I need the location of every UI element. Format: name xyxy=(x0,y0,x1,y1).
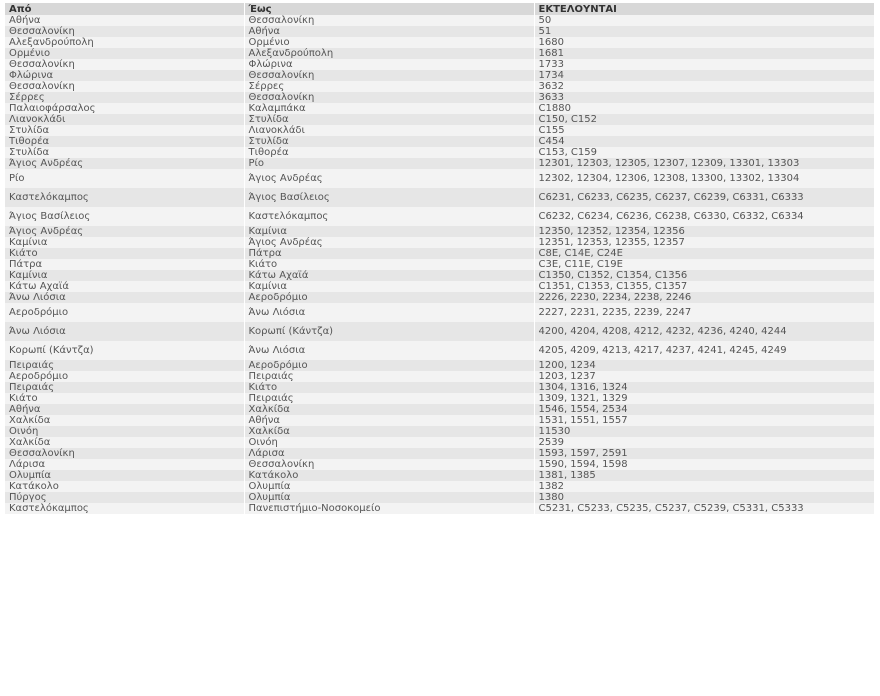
cell-from: Κάτω Αχαϊά xyxy=(5,281,244,292)
table-row xyxy=(5,437,874,448)
cell-trains: C1351, C1353, C1355, C1357 xyxy=(534,281,874,292)
cell-to: Άγιος Βασίλειος xyxy=(244,188,534,207)
cell-to: Πάτρα xyxy=(244,248,534,259)
table-row xyxy=(5,147,874,158)
table-row xyxy=(5,237,874,248)
table-row xyxy=(5,169,874,188)
cell-from: Ρίο xyxy=(5,169,244,188)
cell-to: Κάτω Αχαϊά xyxy=(244,270,534,281)
cell-from: Λάρισα xyxy=(5,459,244,470)
table-row xyxy=(5,15,874,26)
cell-to: Καλαμπάκα xyxy=(244,103,534,114)
cell-from: Παλαιοφάρσαλος xyxy=(5,103,244,114)
cell-from: Θεσσαλονίκη xyxy=(5,59,244,70)
cell-trains: 1531, 1551, 1557 xyxy=(534,415,874,426)
cell-from: Καστελόκαμπος xyxy=(5,503,244,514)
table-row xyxy=(5,415,874,426)
cell-trains: C6232, C6234, C6236, C6238, C6330, C6332, C6334 xyxy=(534,207,874,226)
cell-trains: 3633 xyxy=(534,92,874,103)
table-row xyxy=(5,503,874,514)
cell-from: Αλεξανδρούπολη xyxy=(5,37,244,48)
cell-to: Οινόη xyxy=(244,437,534,448)
cell-from: Στυλίδα xyxy=(5,147,244,158)
table-row xyxy=(5,125,874,136)
table-row xyxy=(5,371,874,382)
cell-to: Στυλίδα xyxy=(244,136,534,147)
cell-from: Κιάτο xyxy=(5,248,244,259)
table-row xyxy=(5,48,874,59)
cell-trains: 1309, 1321, 1329 xyxy=(534,393,874,404)
cell-to: Λάρισα xyxy=(244,448,534,459)
cell-to: Αθήνα xyxy=(244,26,534,37)
cell-to: Πειραιάς xyxy=(244,371,534,382)
cell-trains: 4200, 4204, 4208, 4212, 4232, 4236, 4240, 4244 xyxy=(534,322,874,341)
table-row xyxy=(5,448,874,459)
cell-trains: 2226, 2230, 2234, 2238, 2246 xyxy=(534,292,874,303)
cell-trains: 1382 xyxy=(534,481,874,492)
cell-to: Καστελόκαμπος xyxy=(244,207,534,226)
table-row xyxy=(5,292,874,303)
cell-from: Καστελόκαμπος xyxy=(5,188,244,207)
cell-to: Άνω Λιόσια xyxy=(244,303,534,322)
cell-from: Θεσσαλονίκη xyxy=(5,26,244,37)
cell-from: Αεροδρόμιο xyxy=(5,371,244,382)
table-row xyxy=(5,341,874,360)
cell-to: Κατάκολο xyxy=(244,470,534,481)
table-row xyxy=(5,26,874,37)
cell-to: Ρίο xyxy=(244,158,534,169)
table-row xyxy=(5,226,874,237)
cell-to: Χαλκίδα xyxy=(244,426,534,437)
cell-trains: 12302, 12304, 12306, 12308, 13300, 13302, 13304 xyxy=(534,169,874,188)
cell-from: Λιανοκλάδι xyxy=(5,114,244,125)
cell-to: Τιθορέα xyxy=(244,147,534,158)
table-header-row xyxy=(5,3,874,15)
table-row xyxy=(5,248,874,259)
table-row xyxy=(5,188,874,207)
cell-trains: 1733 xyxy=(534,59,874,70)
cell-trains: 1590, 1594, 1598 xyxy=(534,459,874,470)
cell-trains: 1380 xyxy=(534,492,874,503)
cell-trains: 1381, 1385 xyxy=(534,470,874,481)
cell-to: Χαλκίδα xyxy=(244,404,534,415)
table-row xyxy=(5,114,874,125)
cell-trains: 11530 xyxy=(534,426,874,437)
table-row xyxy=(5,470,874,481)
cell-trains: C5231, C5233, C5235, C5237, C5239, C5331, C5333 xyxy=(534,503,874,514)
table-row xyxy=(5,103,874,114)
cell-trains: C1880 xyxy=(534,103,874,114)
cell-to: Στυλίδα xyxy=(244,114,534,125)
table-row xyxy=(5,37,874,48)
cell-to: Φλώρινα xyxy=(244,59,534,70)
table-row xyxy=(5,136,874,147)
cell-to: Αθήνα xyxy=(244,415,534,426)
table-row xyxy=(5,393,874,404)
cell-trains: C1350, C1352, C1354, C1356 xyxy=(534,270,874,281)
table-row xyxy=(5,426,874,437)
cell-from: Θεσσαλονίκη xyxy=(5,448,244,459)
column-header-trains: ΕΚΤΕΛΟΥΝΤΑΙ xyxy=(534,3,874,15)
cell-trains: 1593, 1597, 2591 xyxy=(534,448,874,459)
table-row xyxy=(5,92,874,103)
cell-trains: C153, C159 xyxy=(534,147,874,158)
cell-trains: C8E, C14E, C24E xyxy=(534,248,874,259)
cell-to: Θεσσαλονίκη xyxy=(244,70,534,81)
cell-trains: C3E, C11E, C19E xyxy=(534,259,874,270)
cell-to: Ολυμπία xyxy=(244,492,534,503)
cell-to: Άνω Λιόσια xyxy=(244,341,534,360)
cell-trains: 51 xyxy=(534,26,874,37)
cell-to: Κορωπί (Κάντζα) xyxy=(244,322,534,341)
cell-from: Άνω Λιόσια xyxy=(5,322,244,341)
cell-trains: 1734 xyxy=(534,70,874,81)
cell-to: Αλεξανδρούπολη xyxy=(244,48,534,59)
table-row xyxy=(5,207,874,226)
cell-trains: C150, C152 xyxy=(534,114,874,125)
table-row xyxy=(5,59,874,70)
cell-trains: 1546, 1554, 2534 xyxy=(534,404,874,415)
table-row xyxy=(5,270,874,281)
cell-trains: 12301, 12303, 12305, 12307, 12309, 13301, 13303 xyxy=(534,158,874,169)
cell-to: Κιάτο xyxy=(244,382,534,393)
cell-trains: 2227, 2231, 2235, 2239, 2247 xyxy=(534,303,874,322)
cell-from: Οινόη xyxy=(5,426,244,437)
cell-to: Άγιος Ανδρέας xyxy=(244,169,534,188)
cell-to: Σέρρες xyxy=(244,81,534,92)
cell-from: Κιάτο xyxy=(5,393,244,404)
cell-to: Καμίνια xyxy=(244,281,534,292)
cell-trains: 1681 xyxy=(534,48,874,59)
cell-from: Καμίνια xyxy=(5,270,244,281)
cell-from: Κατάκολο xyxy=(5,481,244,492)
cell-from: Πειραιάς xyxy=(5,382,244,393)
table-row xyxy=(5,81,874,92)
cell-trains: 1200, 1234 xyxy=(534,360,874,371)
table-row xyxy=(5,303,874,322)
cell-trains: 2539 xyxy=(534,437,874,448)
cell-trains: C454 xyxy=(534,136,874,147)
cell-from: Αθήνα xyxy=(5,404,244,415)
table-row xyxy=(5,322,874,341)
cell-from: Άγιος Ανδρέας xyxy=(5,226,244,237)
cell-from: Θεσσαλονίκη xyxy=(5,81,244,92)
cell-from: Άγιος Ανδρέας xyxy=(5,158,244,169)
cell-from: Καμίνια xyxy=(5,237,244,248)
cell-trains: 4205, 4209, 4213, 4217, 4237, 4241, 4245, 4249 xyxy=(534,341,874,360)
table-row xyxy=(5,259,874,270)
cell-to: Αεροδρόμιο xyxy=(244,360,534,371)
table-row xyxy=(5,459,874,470)
cell-from: Αθήνα xyxy=(5,15,244,26)
cell-from: Τιθορέα xyxy=(5,136,244,147)
table-row xyxy=(5,70,874,81)
table-row xyxy=(5,492,874,503)
cell-from: Ορμένιο xyxy=(5,48,244,59)
cell-to: Θεσσαλονίκη xyxy=(244,15,534,26)
cell-to: Άγιος Ανδρέας xyxy=(244,237,534,248)
cell-from: Κορωπί (Κάντζα) xyxy=(5,341,244,360)
cell-to: Θεσσαλονίκη xyxy=(244,92,534,103)
cell-from: Χαλκίδα xyxy=(5,415,244,426)
cell-to: Πανεπιστήμιο-Νοσοκομείο xyxy=(244,503,534,514)
cell-from: Ολυμπία xyxy=(5,470,244,481)
cell-from: Πύργος xyxy=(5,492,244,503)
cell-from: Στυλίδα xyxy=(5,125,244,136)
cell-to: Λιανοκλάδι xyxy=(244,125,534,136)
column-header-to: Έως xyxy=(244,3,534,15)
cell-from: Άνω Λιόσια xyxy=(5,292,244,303)
cell-to: Καμίνια xyxy=(244,226,534,237)
cell-trains: 50 xyxy=(534,15,874,26)
column-header-from: Από xyxy=(5,3,244,15)
cell-from: Χαλκίδα xyxy=(5,437,244,448)
cell-from: Αεροδρόμιο xyxy=(5,303,244,322)
cell-to: Κιάτο xyxy=(244,259,534,270)
cell-trains: C155 xyxy=(534,125,874,136)
cell-to: Ορμένιο xyxy=(244,37,534,48)
cell-trains: 1680 xyxy=(534,37,874,48)
cell-from: Πάτρα xyxy=(5,259,244,270)
table-row xyxy=(5,382,874,393)
table-row xyxy=(5,360,874,371)
cell-trains: C6231, C6233, C6235, C6237, C6239, C6331, C6333 xyxy=(534,188,874,207)
table-row xyxy=(5,481,874,492)
cell-trains: 1203, 1237 xyxy=(534,371,874,382)
cell-trains: 12350, 12352, 12354, 12356 xyxy=(534,226,874,237)
routes-table xyxy=(5,3,874,514)
cell-trains: 12351, 12353, 12355, 12357 xyxy=(534,237,874,248)
cell-to: Ολυμπία xyxy=(244,481,534,492)
cell-trains: 1304, 1316, 1324 xyxy=(534,382,874,393)
cell-to: Θεσσαλονίκη xyxy=(244,459,534,470)
table-row xyxy=(5,404,874,415)
cell-trains: 3632 xyxy=(534,81,874,92)
cell-to: Αεροδρόμιο xyxy=(244,292,534,303)
table-row xyxy=(5,158,874,169)
cell-to: Πειραιάς xyxy=(244,393,534,404)
cell-from: Φλώρινα xyxy=(5,70,244,81)
cell-from: Πειραιάς xyxy=(5,360,244,371)
cell-from: Άγιος Βασίλειος xyxy=(5,207,244,226)
cell-from: Σέρρες xyxy=(5,92,244,103)
table-row xyxy=(5,281,874,292)
